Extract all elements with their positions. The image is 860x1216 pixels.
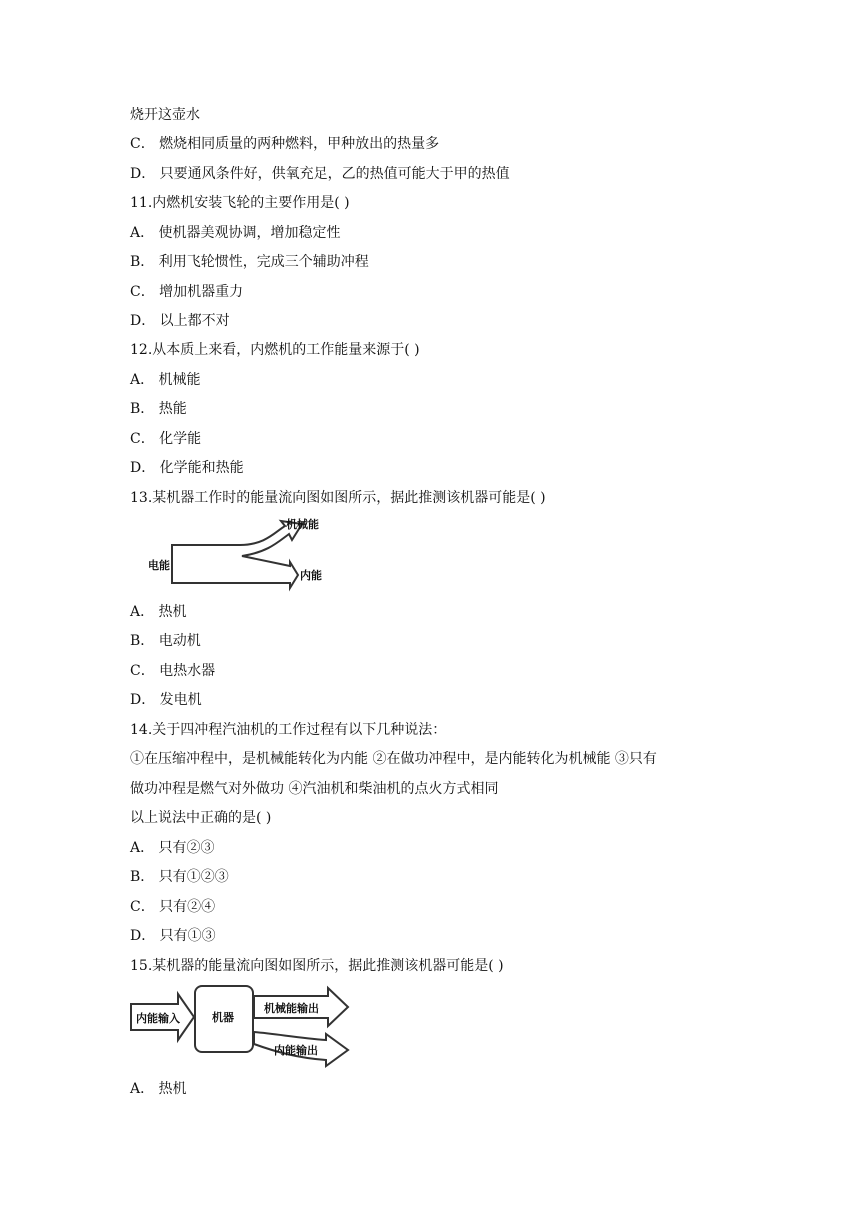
option-d: D． 发电机 bbox=[130, 692, 202, 708]
statement-line-2: 做功冲程是燃气对外做功 ④汽油机和柴油机的点火方式相同 bbox=[130, 781, 499, 797]
option-b: B． 利用飞轮惯性，完成三个辅助冲程 bbox=[130, 254, 369, 270]
question-13: 13.某机器工作时的能量流向图如图所示，据此推测该机器可能是( ) bbox=[130, 490, 546, 506]
question-11: 11.内燃机安装飞轮的主要作用是( ) bbox=[130, 195, 350, 211]
machine-label: 机器 bbox=[212, 1011, 234, 1024]
question-12: 12.从本质上来看，内燃机的工作能量来源于( ) bbox=[130, 342, 420, 358]
option-a: A． 机械能 bbox=[130, 372, 201, 388]
option-d: D． 只要通风条件好，供氧充足，乙的热值可能大于甲的热值 bbox=[130, 166, 510, 182]
option-c: C． 电热水器 bbox=[130, 663, 216, 679]
energy-flow-arrows bbox=[140, 512, 340, 594]
question-14-prompt: 以上说法中正确的是( ) bbox=[130, 810, 272, 826]
input-label: 内能输入 bbox=[136, 1012, 180, 1025]
output-bottom-label: 内能 bbox=[300, 569, 322, 582]
option-d: D． 化学能和热能 bbox=[130, 460, 244, 476]
option-c: C． 燃烧相同质量的两种燃料，甲种放出的热量多 bbox=[130, 136, 440, 152]
flow-arrow-shape bbox=[172, 521, 302, 588]
machine-flow-diagram bbox=[128, 982, 358, 1070]
output-bottom-label: 内能输出 bbox=[274, 1044, 318, 1057]
option-c: C． 只有②④ bbox=[130, 899, 216, 915]
option-d: D． 以上都不对 bbox=[130, 313, 230, 329]
option-c: C． 增加机器重力 bbox=[130, 284, 244, 300]
question-14: 14.关于四冲程汽油机的工作过程有以下几种说法： bbox=[130, 722, 447, 738]
option-a: A． 只有②③ bbox=[130, 840, 215, 856]
option-b: B． 只有①②③ bbox=[130, 869, 229, 885]
option-d: D． 只有①③ bbox=[130, 928, 216, 944]
question-15: 15.某机器的能量流向图如图所示，据此推测该机器可能是( ) bbox=[130, 958, 504, 974]
option-a: A． 使机器美观协调，增加稳定性 bbox=[130, 225, 341, 241]
option-a: A． 热机 bbox=[130, 1081, 187, 1097]
option-b: B． 电动机 bbox=[130, 633, 201, 649]
energy-flow-diagram-13 bbox=[140, 512, 340, 594]
option-c: C． 化学能 bbox=[130, 431, 202, 447]
input-label: 电能 bbox=[148, 559, 170, 572]
option-a: A． 热机 bbox=[130, 604, 187, 620]
option-b: B． 热能 bbox=[130, 401, 187, 417]
output-top-label: 机械能 bbox=[286, 518, 319, 531]
energy-flow-diagram-15 bbox=[128, 982, 358, 1070]
output-top-label: 机械能输出 bbox=[264, 1002, 319, 1015]
statement-line-1: ①在压缩冲程中，是机械能转化为内能 ②在做功冲程中，是内能转化为机械能 ③只有 bbox=[130, 751, 657, 767]
text-line: 烧开这壶水 bbox=[130, 107, 200, 123]
